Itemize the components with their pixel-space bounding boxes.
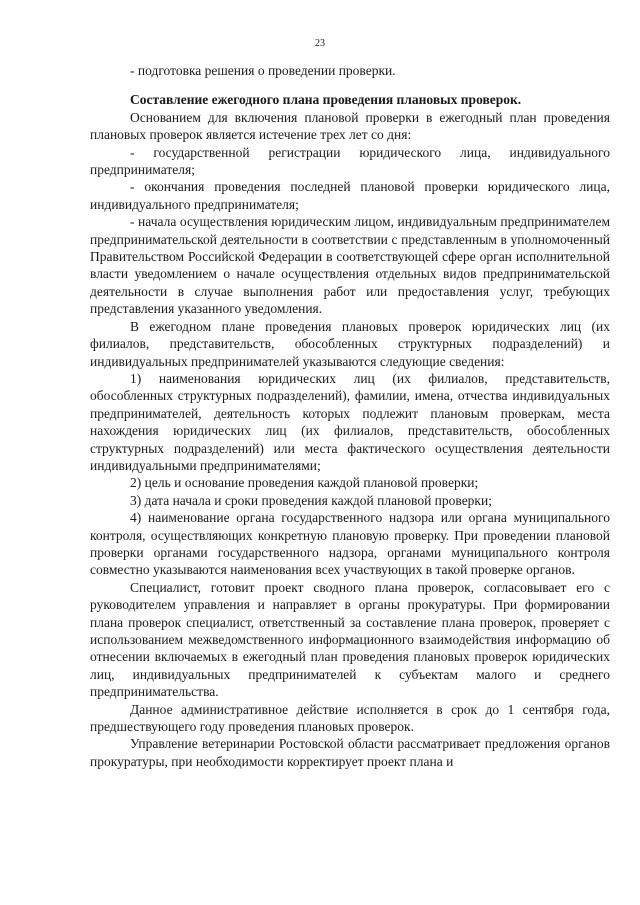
paragraph: Управление ветеринарии Ростовской области рассматривает предложения органов прокуратуры, при необходимости корректирует проект плана и (90, 736, 610, 769)
paragraph: В ежегодном плане проведения плановых проверок юридических лиц (их филиалов, представительств, обособленных структурных подразделений) и индивидуальных предпринимателей указываются следующие сведения: (90, 318, 610, 369)
page-number: 23 (315, 38, 325, 49)
paragraph: Специалист, готовит проект сводного плана проверок, согласовывает его с руководителем управления и направляет в органы прокуратуры. При формировании плана проверок специалист, ответственный за составление плана проверок, проверяет с использованием межведомственного информационного взаимодействия информацию об отнесении включаемых в ежегодный план проведения плановых проверок юридических лиц, индивидуальных предпринимателей к субъектам малого и среднего предпринимательства. (90, 579, 610, 700)
paragraph: Данное административное действие исполняется в срок до 1 сентября года, предшествующего году проведения плановых проверок. (90, 701, 610, 735)
list-item: 3) дата начала и сроки проведения каждой плановой проверки; (130, 492, 492, 508)
list-item: - окончания проведения последней плановой проверки юридического лица, индивидуального предпринимателя; (90, 179, 610, 212)
list-item: 2) цель и основание проведения каждой плановой проверки; (130, 475, 479, 491)
list-item: 4) наименование органа государственного надзора или органа муниципального контроля, осуществляющих конкретную плановую проверку. При проведении плановой проверки органами государственного надзора, органами муниципального контроля совместно указываются наименования всех участвующих в такой проверке органов. (90, 510, 610, 578)
list-item: 1) наименования юридических лиц (их филиалов, представительств, обособленных структурных подразделений), фамилии, имена, отчества индивидуальных предпринимателей, деятельность которых подлежит плановым проверкам, места нахождения юридических лиц (их филиалов, представительств, обособленных структурных подразделений) или места фактического осуществления деятельности индивидуальными предпринимателями; (90, 370, 610, 473)
list-item: - государственной регистрации юридического лица, индивидуального предпринимателя; (90, 144, 610, 178)
intro-line: - подготовка решения о проведении проверки. (130, 63, 396, 78)
paragraph: Основанием для включения плановой проверки в ежегодный план проведения плановых проверок является истечение трех лет со дня: (90, 109, 610, 143)
list-item: - начала осуществления юридическим лицом, индивидуальным предпринимателем предпринимательской деятельности в соответствии с представленным в уполномоченный Правительством Российской Федерации в соответствующей сфере орган исполнительной власти уведомлением о начале осуществления отдельных видов предпринимательской деятельности в случае выполнения работ или предоставления услуг, требующих представления указанного уведомления. (90, 214, 610, 317)
section-heading: Составление ежегодного плана проведения плановых проверок. (130, 92, 522, 108)
document-body (90, 62, 610, 770)
